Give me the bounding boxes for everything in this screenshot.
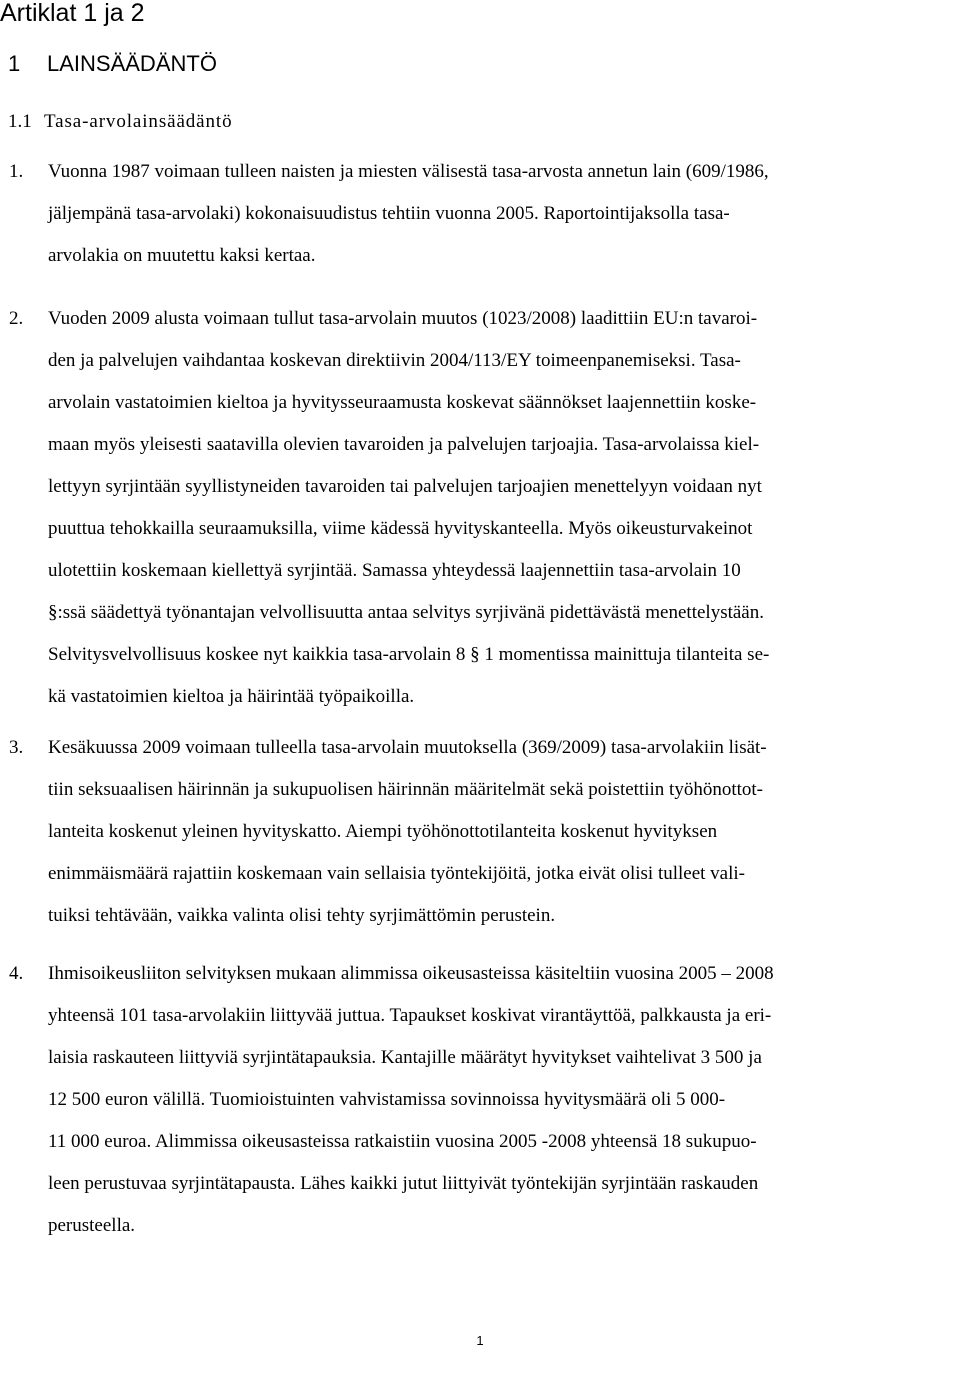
paragraph-line: 11 000 euroa. Alimmissa oikeusasteissa ratkaistiin vuosina 2005 -2008 yhteensä 18 sukupuo- [48,1131,757,1152]
paragraph-line: jäljempänä tasa-arvolaki) kokonaisuudistus tehtiin vuonna 2005. Raportointijaksolla tasa- [48,203,730,224]
section-heading [8,49,217,79]
paragraph-line: laisia raskauteen liittyviä syrjintätapauksia. Kantajille määrätyt hyvitykset vaihtelivat 3 500 ja [48,1047,762,1068]
paragraph-line: leen perustuvaa syrjintätapausta. Lähes kaikki jutut liittyivät työntekijän syrjintään raskauden [48,1173,759,1194]
paragraph-line: tiin seksuaalisen häirinnän ja sukupuolisen häirinnän määritelmät sekä poistettiin työhönottot- [48,779,763,800]
paragraph-line: arvolain vastatoimien kieltoa ja hyvitysseuraamusta koskevat säännökset laajennettiin koske- [48,392,757,413]
paragraph-line: perusteella. [48,1215,136,1236]
paragraph-line: lanteita koskenut yleinen hyvityskatto. Aiempi työhönottotilanteita koskenut hyvityksen [48,821,718,842]
paragraph-line: kä vastatoimien kieltoa ja häirintää työpaikoilla. [48,686,415,707]
page-header-title: Artiklat 1 ja 2 [0,0,145,27]
paragraph-line: maan myös yleisesti saatavilla olevien tavaroiden ja palvelujen tarjoajia. Tasa-arvolaissa kiel- [48,434,760,455]
paragraph-line: Kesäkuussa 2009 voimaan tulleella tasa-arvolain muutoksella (369/2009) tasa-arvolakiin lisät- [48,737,767,758]
paragraph-line: lettyyn syrjintään syyllistyneiden tavaroiden tai palvelujen tarjoajien menettelyyn voidaan nyt [48,476,762,497]
paragraph-number: 1. [9,161,24,182]
subsection-heading [8,108,233,136]
subsection-title: Tasa-arvolainsäädäntö [44,111,233,132]
paragraph-number: 2. [9,308,24,329]
paragraph-line: Vuonna 1987 voimaan tulleen naisten ja miesten välisestä tasa-arvosta annetun lain (609/1986, [48,161,769,182]
paragraph-line: Vuoden 2009 alusta voimaan tullut tasa-arvolain muutos (1023/2008) laadittiin EU:n tavaroi- [48,308,758,329]
paragraph-line: §:ssä säädettyä työnantajan velvollisuutta antaa selvitys syrjivänä pidettävästä menettelystään. [48,602,764,623]
paragraph-line: arvolakia on muutettu kaksi kertaa. [48,245,316,266]
section-title: LAINSÄÄDÄNTÖ [47,51,217,76]
paragraph-line: tuiksi tehtävään, vaikka valinta olisi tehty syrjimättömin perustein. [48,905,556,926]
subsection-number: 1.1 [8,111,32,132]
paragraph-number: 3. [9,737,24,758]
paragraph-line: Selvitysvelvollisuus koskee nyt kaikkia tasa-arvolain 8 § 1 momentissa mainittuja tilanteita se- [48,644,770,665]
paragraph-line: enimmäismäärä rajattiin koskemaan vain sellaisia työntekijöitä, jotka eivät olisi tulleet vali- [48,863,745,884]
paragraph-number: 4. [9,963,24,984]
paragraph-line: 12 500 euron välillä. Tuomioistuinten vahvistamissa sovinnoissa hyvitysmäärä oli 5 000- [48,1089,726,1110]
paragraph-line: den ja palvelujen vaihdantaa koskevan direktiivin 2004/113/EY toimeenpanemiseksi. Tasa- [48,350,741,371]
paragraph-line: ulotettiin koskemaan kiellettyä syrjintää. Samassa yhteydessä laajennettiin tasa-arvolain 10 [48,560,741,581]
paragraph-line: puuttua tehokkailla seuraamuksilla, viime kädessä hyvityskanteella. Myös oikeusturvakeinot [48,518,753,539]
section-number: 1 [8,51,21,76]
paragraph-line: Ihmisoikeusliiton selvityksen mukaan alimmissa oikeusasteissa käsiteltiin vuosina 2005 – 2008 [48,963,774,984]
paragraph-line: yhteensä 101 tasa-arvolakiin liittyvää juttua. Tapaukset koskivat virantäyttöä, palkkausta ja eri- [48,1005,772,1026]
page-number: 1 [476,1333,484,1348]
